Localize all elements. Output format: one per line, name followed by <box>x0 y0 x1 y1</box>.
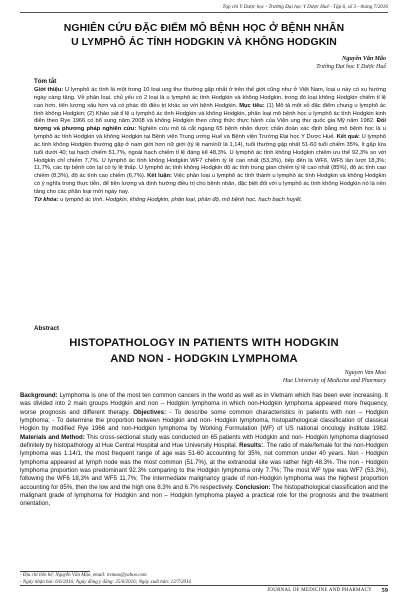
affiliation-english: Hue University of Medicine and Pharmacy <box>282 378 386 384</box>
keywords-label: Từ khóa: <box>34 196 59 203</box>
header-rule <box>20 12 388 13</box>
results-label-english: Results: <box>239 442 264 450</box>
objectives-text: - To describe some common characteristics in patients with non – Hodgkin lymphoma; - To determine the proportion between Hodgkin and non- Hodgkin lymphoma, histopathological classification of classical Hogkin by modified Rye 1966 and non-Hodgkin lymphoma by Working Formulation (WF) of US national oncology institute 1982. <box>20 408 388 433</box>
methods-label: Đối tượng và phương pháp nghiên cứu: <box>34 118 386 133</box>
conclusion-text-english: The histopathological classification and the malignant grade of lymphoma for Hodgkin and non – Hodgkin lymphoma played a practical role for the prognosis and the treatment orientation, <box>20 483 388 508</box>
vietnamese-abstract-paragraph <box>34 87 386 195</box>
background-text: Lymphoma is one of the most ten common cancers in the world as well as in Vietnam which has been ever increasing. It was divided into 2 main groups Hodgkin and non – Hodgkin lymphoma in which non-Hodgkin lymphoma appeared more frequency, worse prognosis and different therapy. <box>20 392 388 416</box>
vietnamese-keywords <box>34 197 386 205</box>
affiliation-vietnamese: Trường Đại học Y Dược Huế <box>316 64 386 70</box>
materials-methods-label: Materials and Method: <box>20 433 85 441</box>
aim-label: Mục tiêu: <box>239 102 265 109</box>
materials-methods-text: This cross-sectional study was conducted on 65 patients with Hodgkin and non- Hodgkin lymphoma diagnosed definitely by histopathology at Hue Central Hospital and Hue University Hospital. <box>20 433 388 450</box>
intro-label: Giới thiệu: <box>34 87 64 93</box>
footer-rule <box>20 585 388 586</box>
vietnamese-abstract-body <box>34 87 386 205</box>
methods-text: Nghiên cứu mô tả cắt ngang 65 bệnh nhân được chẩn đoán xác định bằng mô bệnh học là u lymphô ác tính Hodgkin và không Hodgkin tại Bệnh viện Trung ương Huế và Bệnh viện Trường Đại học Y Dược Huế. <box>34 126 386 141</box>
page-number: 59 <box>381 587 388 594</box>
author-name-english: Nguyen Van Mao <box>344 370 386 376</box>
conclusion-label-english: Conclusion: <box>235 483 271 491</box>
results-text-english: . The ratio of male/female for the non-Hodgkin lymphoma was 1.14/1, the most frequent range of age was 51-60 accounting for 35%, not common under 40 years. Non - Hodgkin lymphoma appeared at lymph node was the most common (51.7%), at the extranodal site was rather high 48.3%. The non - Hodgkin lymphoma proportion was predominant 92.3% comparing to the Hodgkin lymphoma only 7.7%; The most WF type was WF7 (53.3%), following the WF6 18,3% and WF5 11,7%; The intermediate malignancy grade of non-Hodgkin lymphoma was the highest proportion accounting for 85%, then the low and the high one 8.3% and 6.7% respectively. <box>20 442 388 491</box>
author-name-vietnamese: Nguyễn Văn Mão <box>341 56 386 62</box>
conclusion-label: Kết luận: <box>147 173 172 180</box>
aim-text: (1) Mô tả một số đặc điểm chung u lymphô ác tính không Hodgkin; (2) Khảo sát tỉ lệ u lymphô ác tính Hodgkin và không Hodgkin, phân loại mô bệnh học u lymphô ác tính Hodgkin kinh điển theo Rye 1966 có bổ sung năm 2008 và không Hodgkin theo công thức thực hành của Viện ung thư quốc gia Mỹ năm 1982. <box>34 102 386 125</box>
footnote-contact: - Địa chỉ liên hệ: Nguyễn Văn Mão, email: nvmao@yahoo.com <box>20 573 147 578</box>
english-title-line-1: HISTOPATHOLOGY IN PATIENTS WITH HODGKIN <box>69 337 339 349</box>
keywords-text: u lymphô ác tính, Hodgkin, không Hodgkin, phân loại, phân độ, mô bệnh học, hạch bạch huyết. <box>58 196 303 203</box>
vietnamese-abstract-label: Tóm tắt <box>34 78 57 85</box>
footer-journal-name: JOURNAL OF MEDICINE AND PHARMACY <box>267 588 372 593</box>
running-header: Tạp chí Y Dược học - Trường Đại học Y Dược Huế - Tập 6, số 3 - tháng 7/2016 <box>222 4 388 10</box>
vietnamese-title-line-2: U LYMPHÔ ÁC TÍNH HODGKIN VÀ KHÔNG HODGKIN <box>71 36 337 48</box>
intro-text: U lymphô ác tính là một trong 10 loại ung thư thường gặp nhất ở trên thế giới cũng như ở Việt Nam, loại u này có xu hướng ngày càng tăng. Về phân loại, chủ yếu có 2 loại là u lymphô ác tính Hodgkin và không Hodgkin, trong đó loại không Hodgkin chiếm tỉ lệ cao hơn, tiến lượng xấu hơn và có phác đồ điều trị khác so với bệnh Hodgkin. <box>34 87 386 109</box>
background-label: Background: <box>20 392 58 399</box>
vietnamese-title <box>20 22 388 49</box>
footnote-rule <box>20 571 90 572</box>
conclusion-text: Việc phân loại u lymphô ác tính thành u lymphô ác tính Hodgkin và không Hodgkin có ý nghĩa trong thực tiễn, để tiên lượng và định hướng điều trị cho bệnh nhân, đặc biệt đối với u lymphô ác tính không Hodgkin nó là nền tảng cho các phân loại mới ngày nay. <box>34 173 386 195</box>
english-title <box>20 335 388 367</box>
results-label: Kết quả: <box>336 134 360 141</box>
english-abstract-body <box>20 392 388 509</box>
english-title-line-2: AND NON - HODGKIN LYMPHOMA <box>110 353 298 365</box>
objectives-label: Objectives: <box>133 408 167 416</box>
results-text: U lymphô ác tính không Hodgkin thường gặp ở nam giới hơn nữ giới (tỷ lệ nam/nữ là 1,14), tuổi thường gặp nhất 51-60 tuổi chiếm 35%, ít gặp lứa tuổi dưới 40; tại hạch chiếm 51,7%, ngoài hạch chiếm tỉ lệ đáng kể 48,3%. U lymphô ác tính không Hodgkin chiếm ưu thế 92,3% so với Hodgkin chỉ chiếm 7,7%. U lymphô ác tính không Hodgkin WF7 chiếm tỷ lệ cao nhất (53,3%), tiếp đến là WF6, WF5 lần lượt 18,3%; 11,7%, các típ bệnh còn lại có tỷ lệ thấp. U lymphô ác tính không Hodgkin độ ác tính trung gian chiếm tỷ lệ cao nhất (85%), độ ác tính cao chiếm (8,3%), độ ác tính cao chiếm (6,7%). <box>34 134 386 180</box>
footnote-dates: - Ngày nhận bài: 6/6/2016; Ngày đồng ý đăng: 25/6/2016; Ngày xuất bản: 12/7/2016 <box>20 579 191 585</box>
vietnamese-title-line-1: NGHIÊN CỨU ĐẶC ĐIỂM MÔ BỆNH HỌC Ở BỆNH NHÂN <box>63 23 345 34</box>
english-abstract-label: Abstract <box>34 325 60 332</box>
